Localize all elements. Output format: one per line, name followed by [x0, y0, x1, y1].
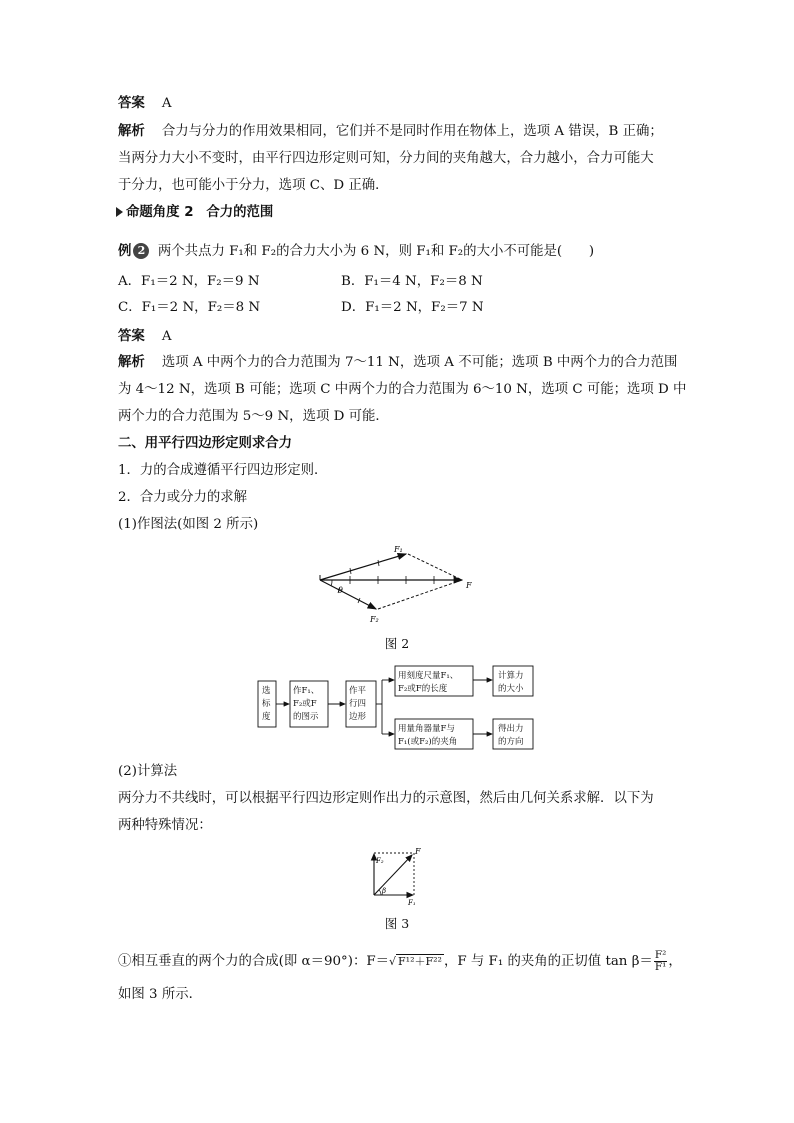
answer-label: 答案 [118, 96, 145, 111]
figure-3-caption: 图 3 [384, 916, 410, 931]
analysis-text: 合力与分力的作用效果相同，它们并不是同时作用在物体上，选项 A 错误，B 正确； [161, 124, 663, 139]
option-c: C．F₁＝2 N，F₂＝8 N [118, 300, 261, 315]
label-f: F [466, 581, 472, 590]
analysis-1-line-1 [118, 122, 663, 142]
flow-step1-l1: 选 [262, 686, 271, 696]
figure-2-caption: 图 2 [384, 636, 410, 651]
angle-title: 合力的范围 [206, 205, 274, 220]
play-triangle-icon [116, 207, 123, 217]
fraction-denominator: F¹ [654, 961, 667, 973]
flow-branch2-l1: 用量角器量F与 [398, 724, 455, 734]
sqrt-expression: F¹²＋F²² [398, 955, 442, 968]
case-1-line-1 [118, 950, 682, 973]
flow-step2-l1: 作F₁、 [293, 686, 320, 696]
fraction-numerator: F² [654, 949, 667, 961]
flow-branch1-l1: 用刻度尺量F₁、 [398, 671, 459, 681]
topic-angle-heading [116, 203, 273, 223]
case-1-line-2: 如图 3 所示． [118, 987, 202, 1002]
example-label: 例 [118, 244, 132, 259]
flow-step3-l1: 作平 [349, 686, 367, 696]
answer-value: A [161, 329, 172, 344]
flow-result1-l1: 计算力 [498, 671, 524, 681]
section-item-2: 2．合力或分力的求解 [118, 490, 248, 505]
method-2-line-2: 两种特殊情况： [118, 818, 212, 833]
tan-fraction [654, 950, 668, 973]
flow-result2-l2: 的方向 [498, 737, 524, 747]
flow-step3-l3: 边形 [349, 712, 367, 722]
option-b: B．F₁＝4 N，F₂＝8 N [341, 274, 483, 289]
label-theta: θ [338, 586, 343, 595]
section-item-1: 1．力的合成遵循平行四边形定则． [118, 463, 328, 478]
analysis-1-line-3: 于分力，也可能小于分力，选项 C、D 正确． [118, 178, 389, 193]
flow-branch2-l2: F₁(或F₂)的夹角 [398, 737, 458, 747]
label-f: F [415, 847, 421, 856]
answer-line-2 [118, 327, 171, 347]
case-1-prefix: ①相互垂直的两个力的合成(即 α＝90°)：F＝ [118, 954, 390, 969]
flow-step1-l2: 标 [262, 699, 271, 709]
label-beta: β [382, 887, 387, 895]
flow-step2-l2: F₂或F [293, 699, 317, 709]
figure-3-right-angle [362, 843, 432, 909]
analysis-2-line-3: 两个力的合力范围为 5～9 N，选项 D 可能． [118, 409, 389, 424]
angle-label: 命题角度 2 [126, 205, 194, 220]
analysis-label: 解析 [118, 355, 145, 370]
flow-step2-l3: 的图示 [293, 712, 319, 722]
analysis-2-line-1 [118, 353, 677, 373]
analysis-text: 选项 A 中两个力的合力范围为 7～11 N，选项 A 不可能；选项 B 中两个力的合力范围 [161, 355, 678, 370]
option-a: A．F₁＝2 N，F₂＝9 N [118, 274, 260, 289]
label-f2: F₂ [376, 857, 384, 865]
answer-line-1 [118, 94, 171, 114]
answer-value: A [161, 96, 172, 111]
method-2-title: (2)计算法 [118, 764, 178, 779]
figure-2-parallelogram [310, 540, 490, 630]
method-2-line-1: 两分力不共线时，可以根据平行四边形定则作出力的示意图，然后由几何关系求解．以下为 [118, 791, 654, 806]
flow-result2-l1: 得出力 [498, 724, 524, 734]
method-1-title: (1)作图法(如图 2 所示) [118, 517, 259, 532]
analysis-1-line-2: 当两分力大小不变时，由平行四边形定则可知，分力间的夹角越大，合力越小，合力可能大 [118, 151, 654, 166]
section-heading: 二、用平行四边形定则求合力 [118, 436, 293, 451]
analysis-label: 解析 [118, 124, 145, 139]
example-question [118, 242, 594, 262]
example-number-badge: 2 [133, 243, 149, 259]
case-1-suffix: ， [668, 954, 682, 969]
question-text: 两个共点力 F₁和 F₂的合力大小为 6 N，则 F₁和 F₂的大小不可能是( ) [157, 244, 595, 259]
analysis-2-line-2: 为 4～12 N，选项 B 可能；选项 C 中两个力的合力范围为 6～10 N，选项 C 可能；选项 D 中 [118, 382, 687, 397]
label-f1: F₁ [394, 545, 403, 554]
flow-step3-l2: 行四 [349, 699, 367, 709]
label-f1: F₁ [408, 899, 416, 907]
flow-result1-l2: 的大小 [498, 684, 524, 694]
flow-step1-l3: 度 [262, 712, 271, 722]
case-1-middle: ，F 与 F₁ 的夹角的正切值 tan β＝ [443, 954, 653, 969]
answer-label: 答案 [118, 329, 145, 344]
flowchart [250, 658, 550, 756]
flow-branch1-l2: F₂或F的长度 [398, 684, 448, 694]
label-f2: F₂ [370, 615, 379, 624]
option-d: D．F₁＝2 N，F₂＝7 N [341, 300, 484, 315]
sqrt-icon: √ [389, 955, 397, 968]
